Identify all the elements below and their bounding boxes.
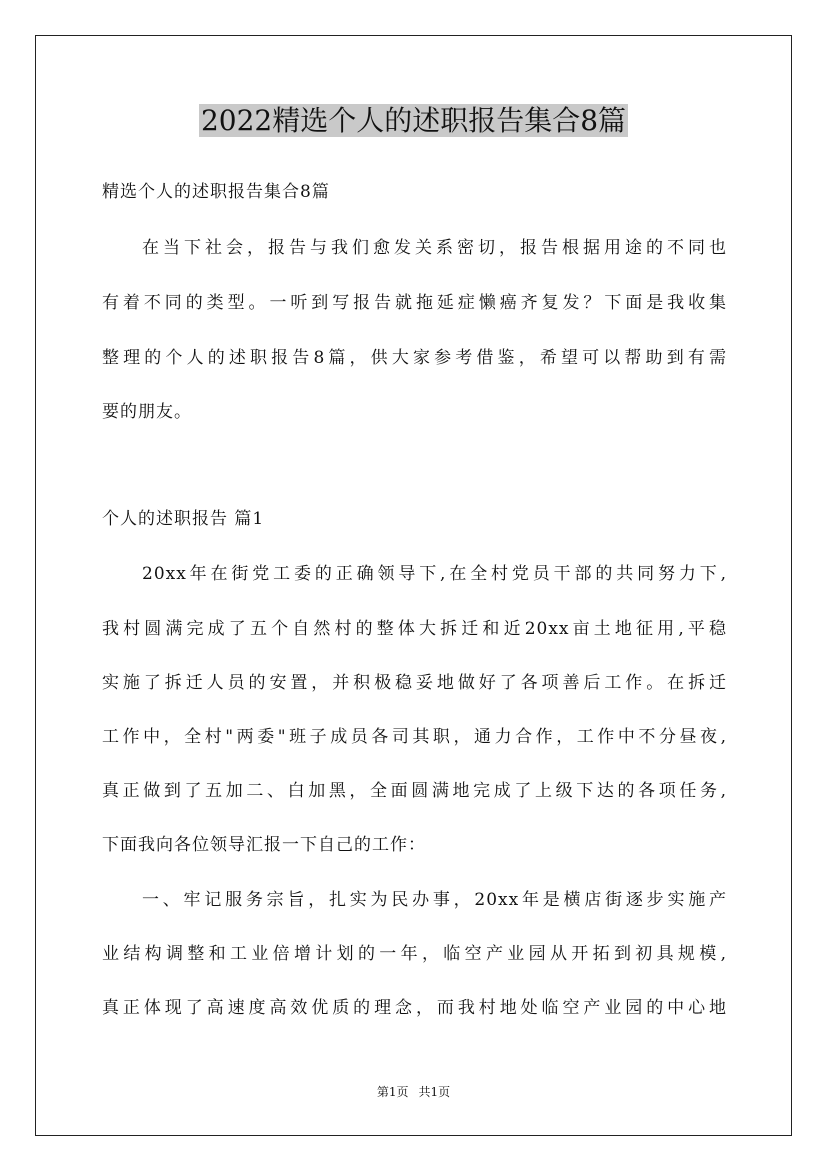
section-heading: 个人的述职报告 篇1 (102, 509, 265, 529)
para1-line-1: 20xx年在街党工委的正确领导下,在全村党员干部的共同努力下, (142, 564, 727, 584)
document-title (0, 101, 827, 141)
intro-line-4: 要的朋友。 (102, 402, 192, 422)
para2-line-2: 业结构调整和工业倍增计划的一年，临空产业园从开拓到初具规模, (102, 944, 727, 964)
para2-line-1: 一、牢记服务宗旨，扎实为民办事，20xx年是横店街逐步实施产 (142, 890, 727, 910)
page-total: 共1页 (418, 1085, 451, 1099)
para1-line-3: 实施了拆迁人员的安置，并积极稳妥地做好了各项善后工作。在拆迁 (102, 673, 727, 693)
para1-line-2: 我村圆满完成了五个自然村的整体大拆迁和近20xx亩土地征用,平稳 (102, 619, 727, 639)
page-number: 第1页 (376, 1085, 409, 1099)
para1-line-5: 真正做到了五加二、白加黑，全面圆满地完成了上级下达的各项任务, (102, 781, 727, 801)
para2-line-3: 真正体现了高速度高效优质的理念，而我村地处临空产业园的中心地 (102, 998, 727, 1018)
intro-line-2: 有着不同的类型。一听到写报告就拖延症懒癌齐复发？下面是我收集 (102, 293, 727, 313)
para1-line-6: 下面我向各位领导汇报一下自己的工作： (102, 835, 426, 855)
page-footer (0, 1084, 827, 1100)
document-title-text: 2022精选个人的述职报告集合8篇 (200, 104, 627, 137)
document-subtitle: 精选个人的述职报告集合8篇 (102, 182, 330, 202)
intro-line-3: 整理的个人的述职报告8篇，供大家参考借鉴，希望可以帮助到有需 (102, 348, 727, 368)
para1-line-4: 工作中，全村"两委"班子成员各司其职，通力合作，工作中不分昼夜, (102, 727, 727, 747)
intro-line-1: 在当下社会，报告与我们愈发关系密切，报告根据用途的不同也 (142, 238, 727, 258)
